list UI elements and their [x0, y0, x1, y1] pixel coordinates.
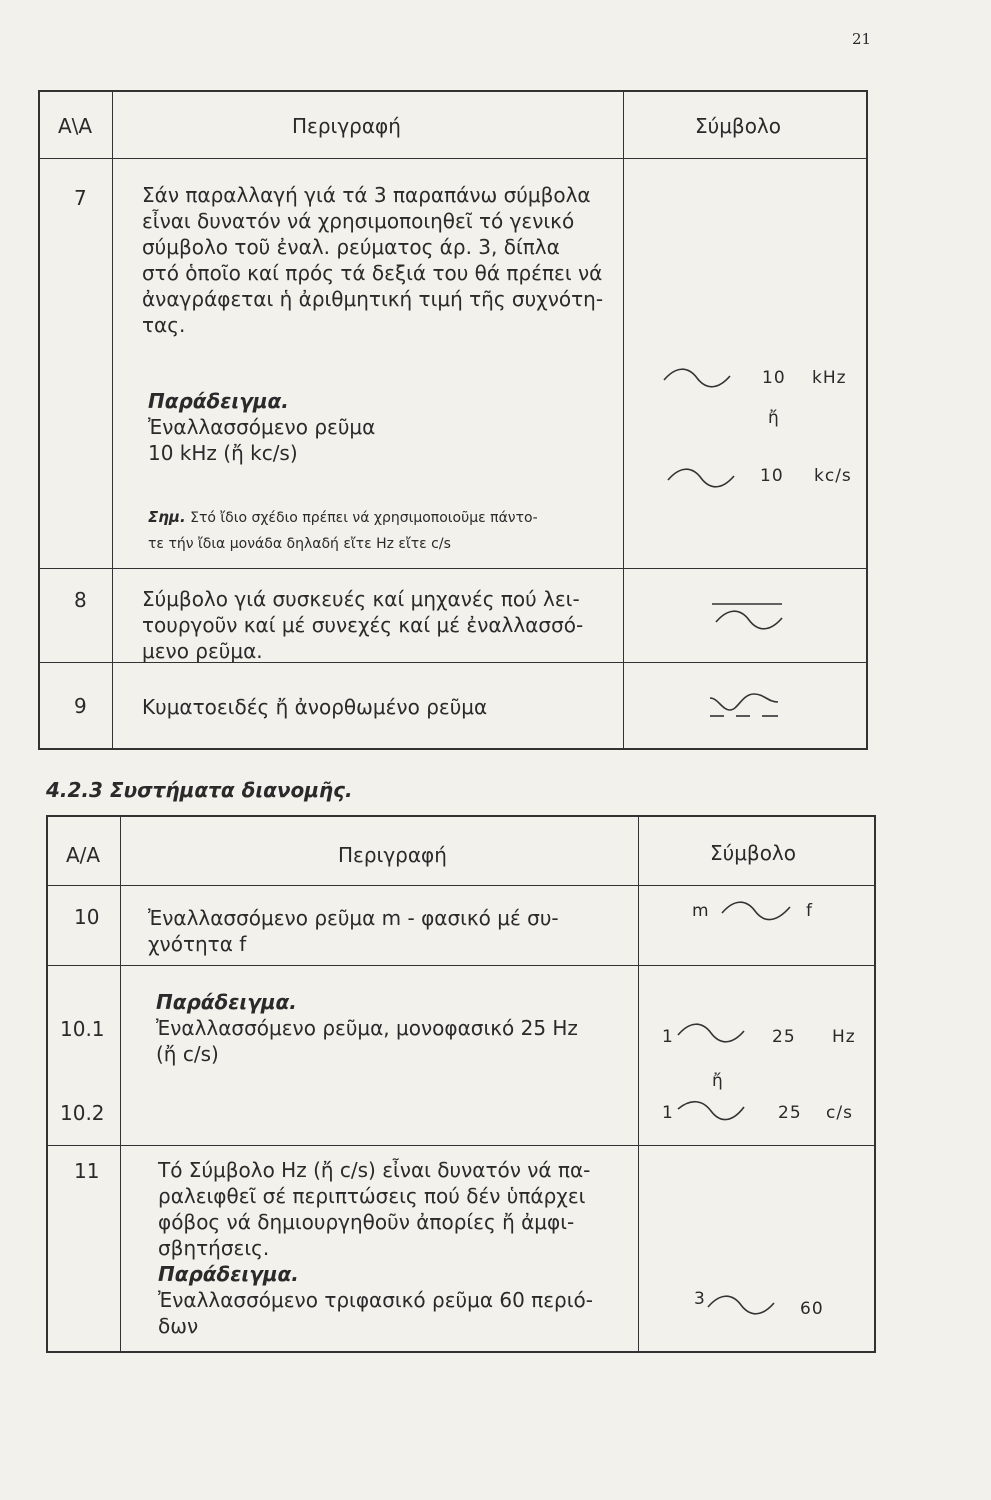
row-description: [142, 586, 622, 664]
text-line: Σάν παραλλαγή γιά τά 3 παραπάνω σύμβολα: [142, 183, 591, 207]
header-symbol: Σύμβολο: [710, 841, 797, 865]
ac-wave-icon: [676, 1023, 746, 1043]
symbols-table-2: [46, 815, 876, 1353]
ac-wave-icon: [662, 368, 732, 388]
symbol-frequency: f: [806, 901, 813, 921]
text-line: τουργοῦν καί μέ συνεχές καί μέ ἐναλλασσό-: [142, 613, 584, 637]
text-line: φόβος νά δημιουργηθοῦν ἀπορίες ἤ ἀμφι-: [158, 1210, 575, 1234]
note-block: [148, 504, 622, 557]
symbol-phases: 1: [662, 1103, 674, 1123]
symbol-value: 25: [772, 1027, 796, 1047]
row-number: 7: [74, 186, 87, 210]
symbol-value: 10: [762, 368, 786, 388]
row-number: 10.1: [60, 1017, 105, 1041]
row-description: [158, 1157, 636, 1339]
row-number: 10: [74, 905, 100, 929]
page-number: 21: [852, 30, 872, 48]
rectified-current-icon: [708, 690, 780, 724]
text-line: (ἤ c/s): [156, 1042, 219, 1066]
example-label: Παράδειγμα.: [156, 990, 297, 1014]
text-line: εἶναι δυνατόν νά χρησιμοποιηθεῖ τό γενικό: [142, 209, 575, 233]
symbol-phases: 1: [662, 1027, 674, 1047]
ac-wave-icon: [706, 1295, 776, 1315]
text-line: ἀναγράφεται ἡ ἀριθμητική τιμή τῆς συχνότη-: [142, 287, 604, 311]
symbol-unit: kc/s: [814, 466, 852, 486]
column-divider: [623, 92, 624, 748]
row-divider: [40, 568, 866, 569]
symbol-phases: 3: [694, 1289, 706, 1309]
symbols-table-1: [38, 90, 868, 750]
row-number: 9: [74, 694, 87, 718]
column-divider: [638, 817, 639, 1351]
text-line: Ἐναλλασσόμενο ρεῦμα m - φασικό μέ συ-: [148, 906, 559, 930]
text-line: Σύμβολο γιά συσκευές καί μηχανές πού λει-: [142, 587, 580, 611]
ac-wave-icon: [676, 1101, 746, 1121]
header-description: Περιγραφή: [292, 114, 401, 138]
text-line: Ἐναλλασσόμενο ρεῦμα, μονοφασικό 25 Hz: [156, 1016, 578, 1040]
text-line: χνότητα f: [148, 932, 247, 956]
row-description: [148, 905, 636, 957]
symbol-unit: kHz: [812, 368, 847, 388]
header-divider: [40, 158, 866, 159]
example-label: Παράδειγμα.: [158, 1262, 299, 1286]
example-block: [148, 388, 618, 466]
note-label: Σημ.: [148, 508, 186, 526]
text-line: σβητήσεις.: [158, 1236, 270, 1260]
symbol-phases: m: [692, 901, 710, 921]
text-line: σύμβολο τοῦ ἐναλ. ρεύματος άρ. 3, δίπλα: [142, 235, 560, 259]
example-label: Παράδειγμα.: [148, 389, 289, 413]
text-line: Τό Σύμβολο Hz (ἤ c/s) εἶναι δυνατόν νά πα-: [158, 1158, 591, 1182]
header-divider: [48, 885, 874, 886]
symbol-value: 25: [778, 1103, 802, 1123]
header-description: Περιγραφή: [338, 843, 447, 867]
column-divider: [112, 92, 113, 748]
row-number: 8: [74, 588, 87, 612]
symbol-value: 10: [760, 466, 784, 486]
row-divider: [48, 1145, 874, 1146]
ac-wave-icon: [720, 901, 792, 921]
symbol-unit: Hz: [832, 1027, 856, 1047]
row-description: [156, 989, 636, 1067]
text-line: Ἐναλλασσόμενο τριφασικό ρεῦμα 60 περιό-: [158, 1288, 593, 1312]
section-title: 4.2.3 Συστήματα διανομῆς.: [46, 778, 353, 802]
text-line: τας.: [142, 313, 186, 337]
text-line: μενο ρεῦμα.: [142, 639, 263, 663]
symbol-or: ἤ: [768, 408, 780, 428]
header-symbol: Σύμβολο: [695, 114, 782, 138]
text-line: στό ὁποῖο καί πρός τά δεξιά του θά πρέπει νά: [142, 261, 603, 285]
row-number: 10.2: [60, 1101, 105, 1125]
text-line: τε τήν ἴδια μονάδα δηλαδή εἴτε Hz εἴτε c/s: [148, 536, 451, 552]
row-description: Κυματοειδές ἤ ἀνορθωμένο ρεῦμα: [142, 695, 488, 719]
text-line: 10 kHz (ἤ kc/s): [148, 441, 298, 465]
header-num: Α/Α: [66, 843, 101, 867]
row-number: 11: [74, 1159, 100, 1183]
symbol-unit: c/s: [826, 1103, 853, 1123]
symbol-value: 60: [800, 1299, 824, 1319]
ac-wave-icon: [666, 468, 736, 488]
text-line: δων: [158, 1314, 199, 1338]
text-line: ραλειφθεῖ σέ περιπτώσεις πού δέν ὑπάρχει: [158, 1184, 586, 1208]
column-divider: [120, 817, 121, 1351]
text-line: Στό ἴδιο σχέδιο πρέπει νά χρησιμοποιοῦμε πάντο-: [190, 510, 538, 526]
symbol-or: ἤ: [712, 1071, 724, 1091]
text-line: Ἐναλλασσόμενο ρεῦμα: [148, 415, 376, 439]
ac-dc-icon: [712, 600, 784, 634]
row-description: [142, 182, 622, 338]
row-divider: [48, 965, 874, 966]
header-num: Α\Α: [58, 114, 93, 138]
